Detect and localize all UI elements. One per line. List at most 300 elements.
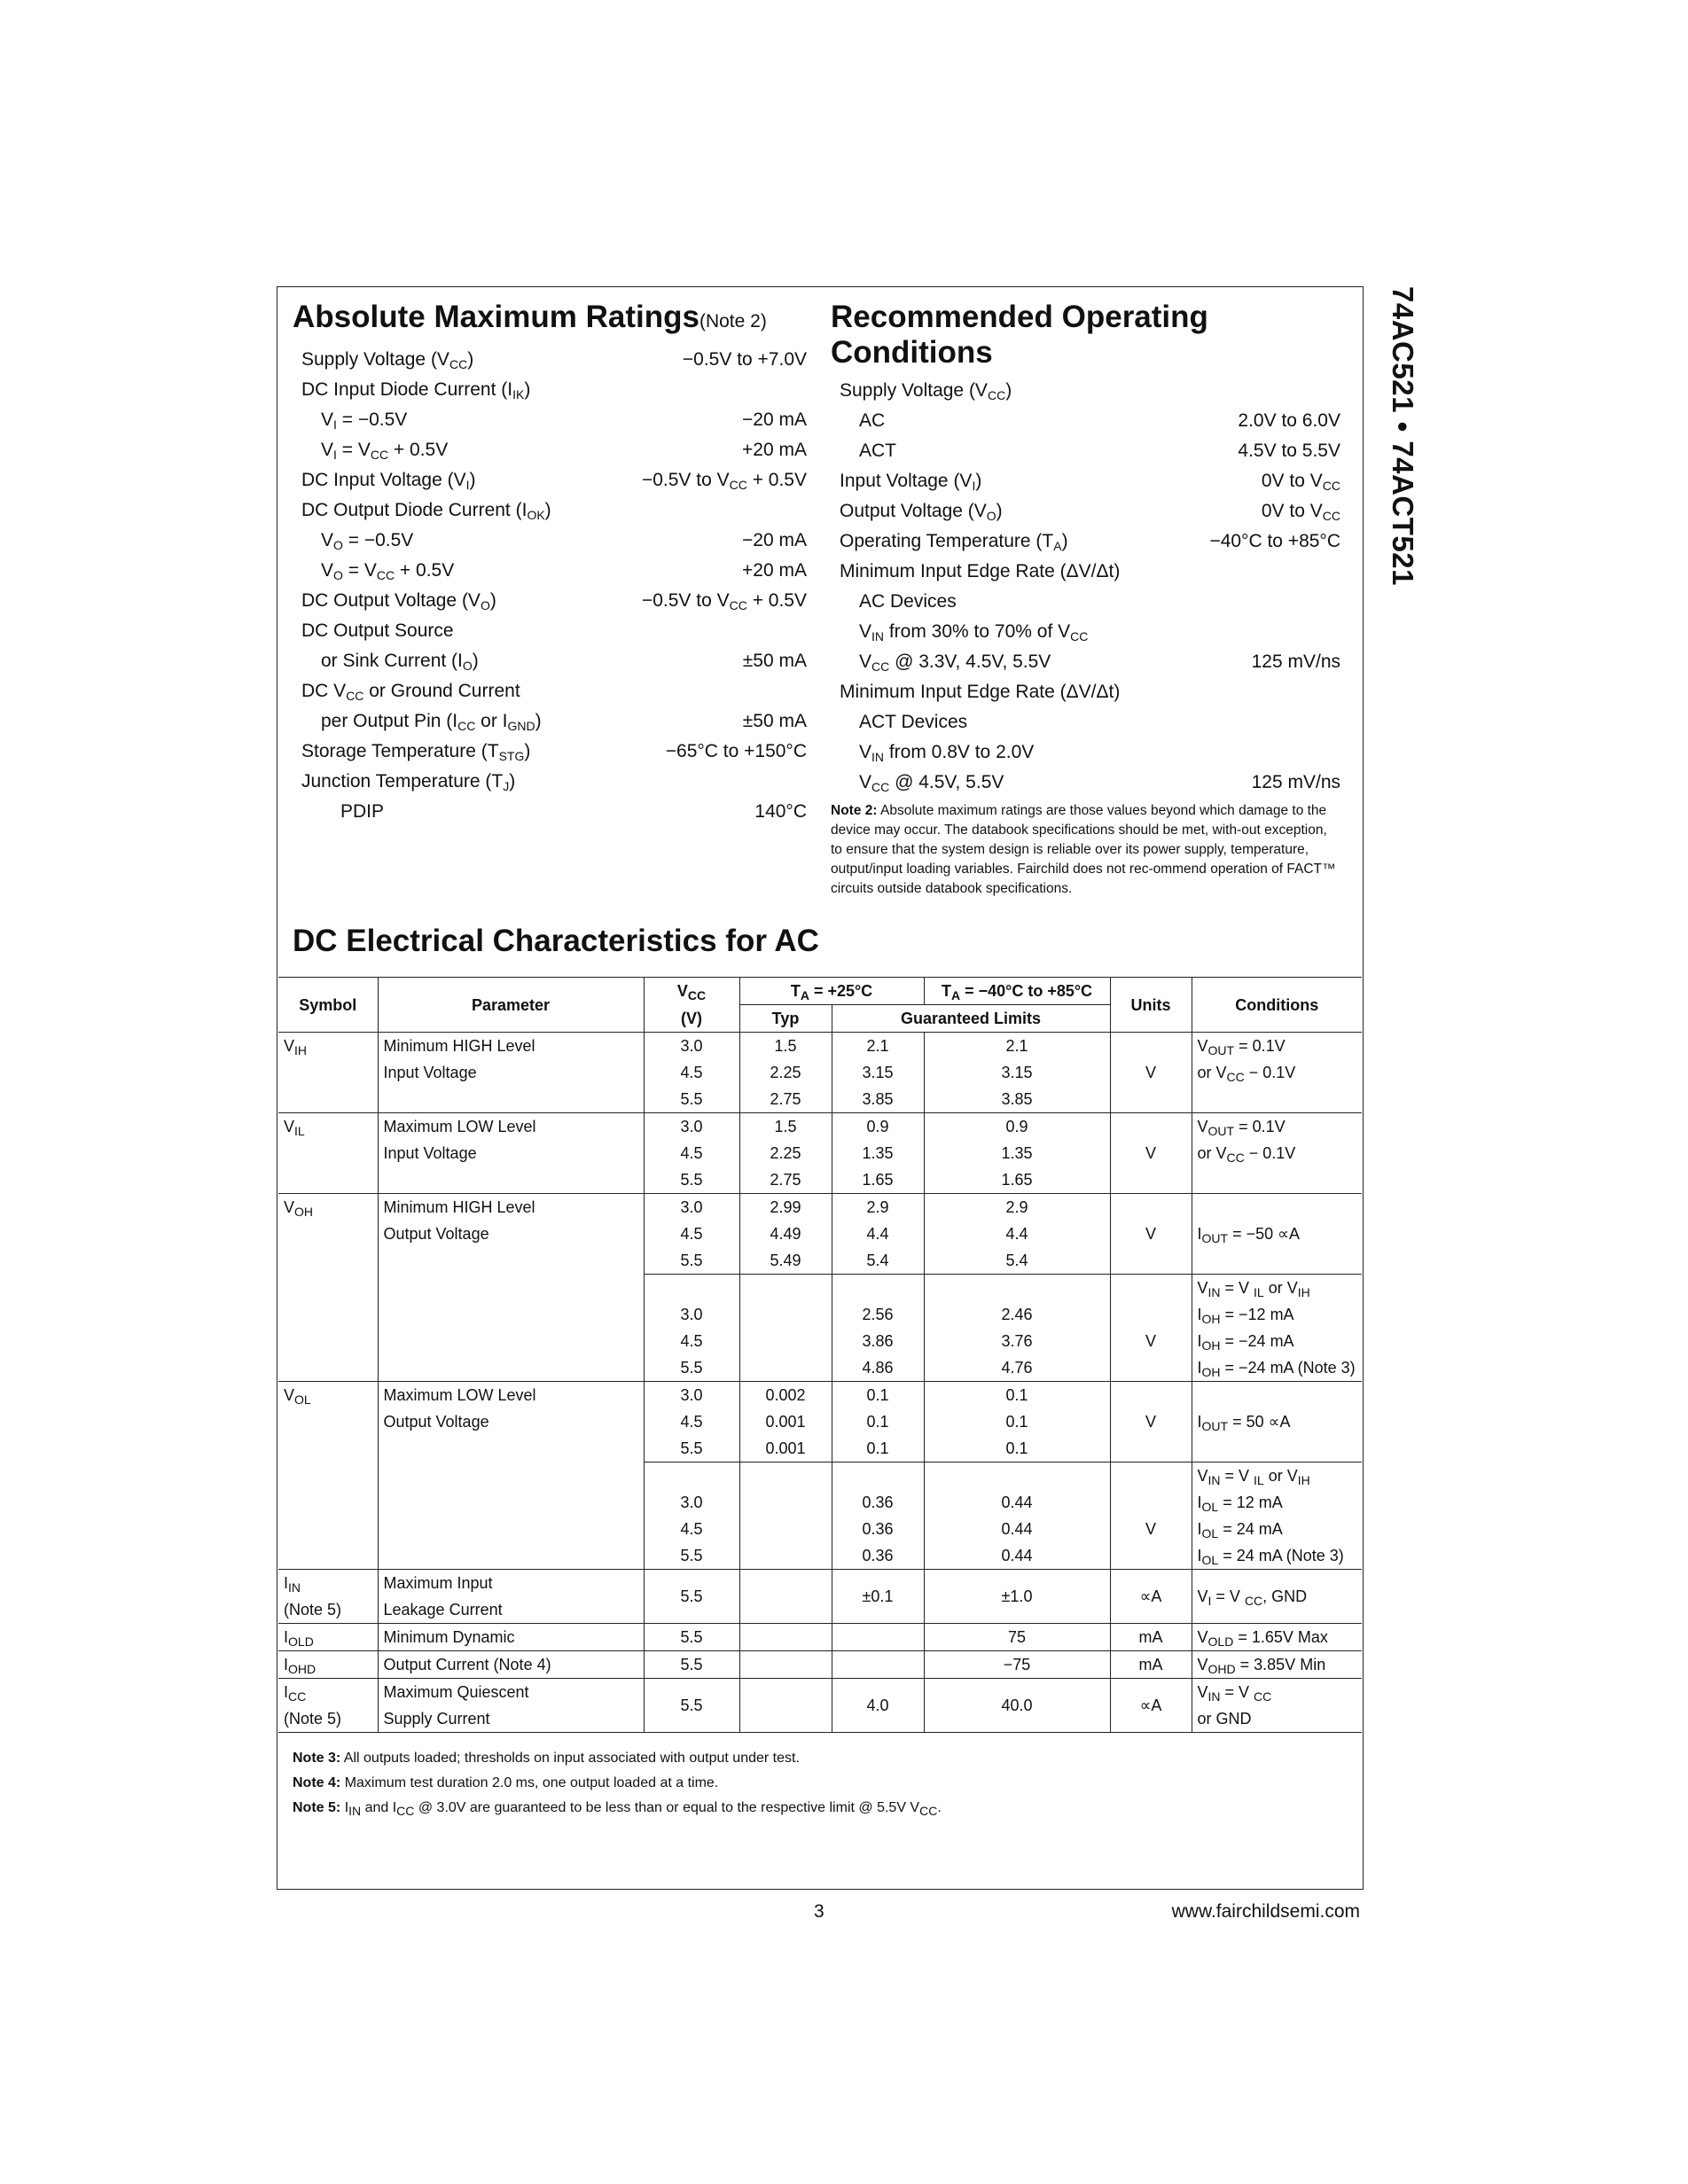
table-row bbox=[278, 1462, 1362, 1490]
cell-units bbox=[1110, 1489, 1192, 1516]
cell-vcc: 4.5 bbox=[644, 1140, 739, 1166]
table-row bbox=[278, 1033, 1362, 1060]
amr-row-label: $V_O = V_{CC} + 0.5V$ bbox=[321, 560, 455, 582]
cell-conditions: $V_{IN} = V$ $_{IL}$ or $V_{IH}$ bbox=[1192, 1462, 1362, 1490]
amr-row-label: $V_O = -0.5V$ bbox=[321, 530, 414, 552]
cell-typ: 5.49 bbox=[739, 1247, 832, 1275]
cell-limit-range: ±1.0 bbox=[924, 1570, 1110, 1624]
cell-conditions: $I_{OL} = 24$ mA bbox=[1192, 1516, 1362, 1542]
cell-conditions: $V_{OUT} = 0.1V$ bbox=[1192, 1033, 1362, 1060]
cell-parameter bbox=[378, 1301, 644, 1328]
amr-row-value: +20 mA bbox=[742, 440, 807, 460]
roc-row-value: 125 mV/ns bbox=[1251, 651, 1340, 672]
cell-limit-25c: 4.4 bbox=[832, 1221, 924, 1247]
dc-note bbox=[293, 1771, 942, 1796]
cell-limit-25c bbox=[832, 1651, 924, 1679]
cell-typ: 1.5 bbox=[739, 1113, 832, 1141]
side-part-title bbox=[1377, 286, 1419, 588]
cell-units: ∝A bbox=[1110, 1679, 1192, 1733]
amr-row bbox=[293, 345, 807, 375]
col-header-typ: Typ bbox=[739, 1005, 832, 1033]
amr-row-label: $V_I = V_{CC} + 0.5V$ bbox=[321, 440, 449, 462]
cell-symbol bbox=[278, 1059, 378, 1086]
roc-row-label: AC Devices bbox=[859, 591, 957, 612]
col-header-ta-range: $T_A = -40^\circ C$ to +85°C bbox=[924, 978, 1110, 1005]
cell-parameter bbox=[378, 1489, 644, 1516]
cell-symbol bbox=[278, 1086, 378, 1113]
amr-row-value: −20 mA bbox=[742, 410, 807, 430]
cell-symbol bbox=[278, 1408, 378, 1435]
roc-row-value: 0V to $V_{CC}$ bbox=[1261, 471, 1340, 493]
cell-limit-range: 75 bbox=[924, 1624, 1110, 1651]
amr-row-label: per Output Pin ($I_{CC}$ or $I_{GND}$) bbox=[321, 711, 542, 733]
dc-note bbox=[293, 1746, 942, 1771]
cell-conditions: $V_{OUT} = 0.1V$ bbox=[1192, 1113, 1362, 1141]
amr-row-label: DC Output Source bbox=[301, 620, 454, 641]
cell-typ bbox=[739, 1516, 832, 1542]
amr-row bbox=[293, 465, 807, 495]
roc-row-label: $V_{IN}$ from 30% to 70% of $V_{CC}$ bbox=[859, 621, 1089, 644]
cell-parameter: Minimum HIGH Level bbox=[378, 1194, 644, 1221]
dc-characteristics-table bbox=[278, 977, 1362, 1733]
amr-row bbox=[293, 556, 807, 586]
amr-rows bbox=[293, 345, 807, 827]
cell-conditions: $I_{OUT} = 50 \propto A$ bbox=[1192, 1408, 1362, 1435]
table-row bbox=[278, 1275, 1362, 1302]
note-2 bbox=[831, 801, 1340, 899]
cell-limit-25c: 1.65 bbox=[832, 1166, 924, 1194]
amr-row bbox=[293, 405, 807, 435]
cell-typ bbox=[739, 1651, 832, 1679]
cell-parameter: Maximum Input Leakage Current bbox=[378, 1570, 644, 1624]
cell-typ bbox=[739, 1624, 832, 1651]
cell-limit-range: 4.76 bbox=[924, 1354, 1110, 1382]
cell-symbol bbox=[278, 1247, 378, 1275]
cell-symbol: $I_{OHD}$ bbox=[278, 1651, 378, 1679]
roc-row bbox=[831, 707, 1340, 737]
amr-title bbox=[293, 300, 807, 339]
table-row bbox=[278, 1382, 1362, 1409]
roc-row bbox=[831, 496, 1340, 526]
cell-limit-range: 0.1 bbox=[924, 1382, 1110, 1409]
table-row bbox=[278, 1166, 1362, 1194]
cell-limit-range: 40.0 bbox=[924, 1679, 1110, 1733]
cell-units bbox=[1110, 1435, 1192, 1462]
amr-row-label: Junction Temperature $(T_J)$ bbox=[301, 771, 516, 793]
roc-row-value: 4.5V to 5.5V bbox=[1238, 441, 1340, 461]
note-2-text: Absolute maximum ratings are those values beyond which damage to the device may occur. The databook specifications should be met, with-out exception, to ensure that the system design is reliable over its power supply, temperature, output/input loading variables. Fairchild does not rec-ommend operation of FACT™ circuits outside databook specifications. bbox=[831, 803, 1336, 896]
cell-vcc: 4.5 bbox=[644, 1408, 739, 1435]
roc-title-line2: Conditions bbox=[831, 335, 993, 370]
cell-conditions: $I_{OUT} = -50 \propto A$ bbox=[1192, 1221, 1362, 1247]
table-row bbox=[278, 1489, 1362, 1516]
amr-row bbox=[293, 737, 807, 767]
cell-limit-range: 1.65 bbox=[924, 1166, 1110, 1194]
roc-row-value: 125 mV/ns bbox=[1251, 772, 1340, 792]
cell-conditions: $V_{OHD} = 3.85V$ Min bbox=[1192, 1651, 1362, 1679]
amr-row-value: −0.5V to $V_{CC} + 0.5V$ bbox=[641, 470, 807, 492]
cell-limit-25c: 0.1 bbox=[832, 1435, 924, 1462]
cell-limit-25c: 0.36 bbox=[832, 1542, 924, 1570]
roc-row-label: Minimum Input Edge Rate (ΔV/Δt) bbox=[840, 682, 1121, 702]
amr-row-label: DC $V_{CC}$ or Ground Current bbox=[301, 681, 520, 703]
roc-row-label: $V_{CC}$ @ 4.5V, 5.5V bbox=[859, 772, 1004, 794]
cell-vcc: 3.0 bbox=[644, 1113, 739, 1141]
cell-limit-25c bbox=[832, 1275, 924, 1302]
roc-row bbox=[831, 436, 1340, 466]
cell-units: V bbox=[1110, 1408, 1192, 1435]
cell-conditions bbox=[1192, 1166, 1362, 1194]
roc-row-value: −40°C to +85°C bbox=[1209, 531, 1340, 551]
cell-units bbox=[1110, 1247, 1192, 1275]
cell-units bbox=[1110, 1033, 1192, 1060]
cell-vcc: 5.5 bbox=[644, 1354, 739, 1382]
cell-typ bbox=[739, 1328, 832, 1354]
table-row bbox=[278, 1113, 1362, 1141]
amr-row bbox=[293, 797, 807, 827]
cell-typ bbox=[739, 1301, 832, 1328]
cell-vcc: 3.0 bbox=[644, 1382, 739, 1409]
amr-row bbox=[293, 767, 807, 797]
cell-limit-25c: 4.0 bbox=[832, 1679, 924, 1733]
cell-symbol bbox=[278, 1328, 378, 1354]
cell-symbol: $V_{IH}$ bbox=[278, 1033, 378, 1060]
roc-row bbox=[831, 647, 1340, 677]
cell-limit-range bbox=[924, 1462, 1110, 1490]
roc-row bbox=[831, 677, 1340, 707]
cell-typ: 0.001 bbox=[739, 1408, 832, 1435]
amr-row bbox=[293, 435, 807, 465]
cell-limit-range: 5.4 bbox=[924, 1247, 1110, 1275]
cell-units bbox=[1110, 1275, 1192, 1302]
cell-conditions: or $V_{CC} - 0.1V$ bbox=[1192, 1140, 1362, 1166]
cell-vcc: 3.0 bbox=[644, 1301, 739, 1328]
cell-typ bbox=[739, 1462, 832, 1490]
table-row bbox=[278, 1247, 1362, 1275]
cell-limit-25c: 4.86 bbox=[832, 1354, 924, 1382]
table-row bbox=[278, 1354, 1362, 1382]
table-row bbox=[278, 1086, 1362, 1113]
roc-title-line1: Recommended Operating bbox=[831, 300, 1208, 334]
cell-conditions: $I_{OH} = -12$ mA bbox=[1192, 1301, 1362, 1328]
roc-row bbox=[831, 768, 1340, 798]
cell-parameter bbox=[378, 1086, 644, 1113]
cell-limit-range: 2.46 bbox=[924, 1301, 1110, 1328]
cell-vcc: 3.0 bbox=[644, 1194, 739, 1221]
dc-note-text: $I_{IN}$ and $I_{CC}$ @ 3.0V are guaranteed to be less than or equal to the respective limit @ 5.5V $V_{CC}$. bbox=[344, 1800, 942, 1818]
roc-rows bbox=[831, 376, 1340, 798]
cell-symbol: $I_{CC}$ (Note 5) bbox=[278, 1679, 378, 1733]
cell-limit-25c bbox=[832, 1624, 924, 1651]
cell-symbol bbox=[278, 1166, 378, 1194]
cell-symbol bbox=[278, 1435, 378, 1462]
roc-title bbox=[831, 300, 1340, 370]
cell-units: V bbox=[1110, 1059, 1192, 1086]
cell-units bbox=[1110, 1462, 1192, 1490]
cell-limit-25c: 0.9 bbox=[832, 1113, 924, 1141]
dc-note-label: Note 3: bbox=[293, 1751, 341, 1766]
roc-row-label: Supply Voltage $(V_{CC})$ bbox=[840, 380, 1012, 402]
cell-limit-25c: 0.1 bbox=[832, 1408, 924, 1435]
roc-row-label: Output Voltage $(V_O)$ bbox=[840, 501, 1003, 523]
table-row bbox=[278, 1194, 1362, 1221]
amr-row-label: or Sink Current $(I_O)$ bbox=[321, 651, 479, 673]
dc-note-label: Note 4: bbox=[293, 1775, 341, 1790]
roc-row-label: Input Voltage $(V_I)$ bbox=[840, 471, 982, 493]
cell-symbol bbox=[278, 1301, 378, 1328]
cell-parameter: Maximum LOW Level bbox=[378, 1382, 644, 1409]
amr-row-label: PDIP bbox=[340, 801, 385, 822]
cell-limit-range: 3.15 bbox=[924, 1059, 1110, 1086]
roc-row bbox=[831, 557, 1340, 587]
cell-symbol bbox=[278, 1516, 378, 1542]
cell-vcc: 5.5 bbox=[644, 1624, 739, 1651]
amr-title-text: Absolute Maximum Ratings bbox=[293, 300, 699, 334]
cell-typ: 0.001 bbox=[739, 1435, 832, 1462]
amr-row bbox=[293, 586, 807, 616]
cell-limit-range: 0.44 bbox=[924, 1489, 1110, 1516]
col-header-symbol: Symbol bbox=[278, 978, 378, 1033]
cell-vcc: 5.5 bbox=[644, 1570, 739, 1624]
cell-symbol bbox=[278, 1275, 378, 1302]
cell-limit-25c: 1.35 bbox=[832, 1140, 924, 1166]
cell-typ: 2.99 bbox=[739, 1194, 832, 1221]
cell-units bbox=[1110, 1542, 1192, 1570]
amr-row-value: ±50 mA bbox=[742, 651, 807, 671]
cell-limit-25c: ±0.1 bbox=[832, 1570, 924, 1624]
cell-limit-25c: 3.85 bbox=[832, 1086, 924, 1113]
absolute-max-ratings-section bbox=[293, 300, 807, 827]
cell-parameter bbox=[378, 1166, 644, 1194]
cell-units bbox=[1110, 1086, 1192, 1113]
cell-symbol bbox=[278, 1140, 378, 1166]
cell-units bbox=[1110, 1194, 1192, 1221]
cell-parameter: Maximum Quiescent Supply Current bbox=[378, 1679, 644, 1733]
roc-row bbox=[831, 406, 1340, 436]
cell-symbol: $V_{OH}$ bbox=[278, 1194, 378, 1221]
cell-vcc: 5.5 bbox=[644, 1679, 739, 1733]
cell-parameter bbox=[378, 1462, 644, 1490]
cell-conditions bbox=[1192, 1247, 1362, 1275]
amr-row bbox=[293, 706, 807, 737]
amr-row-label: Storage Temperature $(T_{STG})$ bbox=[301, 741, 531, 763]
amr-row bbox=[293, 646, 807, 676]
cell-symbol: $V_{IL}$ bbox=[278, 1113, 378, 1141]
amr-row bbox=[293, 676, 807, 706]
table-row bbox=[278, 1570, 1362, 1624]
amr-note-ref: (Note 2) bbox=[699, 311, 767, 332]
roc-row bbox=[831, 737, 1340, 768]
amr-row bbox=[293, 375, 807, 405]
side-part-title-text: 74AC521 • 74ACT521 bbox=[1387, 286, 1419, 586]
cell-limit-25c: 0.1 bbox=[832, 1382, 924, 1409]
cell-units bbox=[1110, 1166, 1192, 1194]
cell-conditions bbox=[1192, 1194, 1362, 1221]
cell-units: mA bbox=[1110, 1624, 1192, 1651]
cell-conditions bbox=[1192, 1435, 1362, 1462]
cell-typ bbox=[739, 1489, 832, 1516]
amr-row-label: Supply Voltage $(V_{CC})$ bbox=[301, 349, 474, 371]
note-2-label: Note 2: bbox=[831, 803, 878, 818]
cell-limit-range: 0.1 bbox=[924, 1408, 1110, 1435]
col-header-vcc: $V_{CC}$ bbox=[644, 978, 739, 1005]
cell-limit-range: 0.44 bbox=[924, 1516, 1110, 1542]
cell-typ bbox=[739, 1275, 832, 1302]
cell-symbol bbox=[278, 1354, 378, 1382]
cell-vcc: 5.5 bbox=[644, 1166, 739, 1194]
cell-vcc: 4.5 bbox=[644, 1059, 739, 1086]
cell-limit-range: 0.1 bbox=[924, 1435, 1110, 1462]
cell-symbol: $I_{IN}$ (Note 5) bbox=[278, 1570, 378, 1624]
cell-units: ∝A bbox=[1110, 1570, 1192, 1624]
roc-row bbox=[831, 587, 1340, 617]
cell-limit-25c bbox=[832, 1462, 924, 1490]
cell-limit-25c: 3.86 bbox=[832, 1328, 924, 1354]
cell-symbol bbox=[278, 1542, 378, 1570]
cell-conditions: $I_{OL} = 12$ mA bbox=[1192, 1489, 1362, 1516]
cell-typ: 2.25 bbox=[739, 1059, 832, 1086]
cell-parameter bbox=[378, 1247, 644, 1275]
cell-limit-25c: 5.4 bbox=[832, 1247, 924, 1275]
col-header-conditions: Conditions bbox=[1192, 978, 1362, 1033]
cell-limit-range: 2.9 bbox=[924, 1194, 1110, 1221]
table-row bbox=[278, 1435, 1362, 1462]
cell-limit-25c: 0.36 bbox=[832, 1516, 924, 1542]
cell-limit-range: 1.35 bbox=[924, 1140, 1110, 1166]
cell-limit-range: 3.76 bbox=[924, 1328, 1110, 1354]
amr-row-value: ±50 mA bbox=[742, 711, 807, 731]
roc-row-label: Operating Temperature $(T_A)$ bbox=[840, 531, 1068, 553]
amr-row-label: DC Input Voltage $(V_I)$ bbox=[301, 470, 476, 492]
amr-row-value: +20 mA bbox=[742, 560, 807, 581]
cell-limit-range: 0.9 bbox=[924, 1113, 1110, 1141]
table-row bbox=[278, 1301, 1362, 1328]
roc-row-label: Minimum Input Edge Rate (ΔV/Δt) bbox=[840, 561, 1121, 581]
amr-row bbox=[293, 616, 807, 646]
cell-parameter bbox=[378, 1328, 644, 1354]
dc-note-text: Maximum test duration 2.0 ms, one output loaded at a time. bbox=[344, 1775, 719, 1790]
cell-vcc: 3.0 bbox=[644, 1033, 739, 1060]
cell-typ: 2.75 bbox=[739, 1166, 832, 1194]
roc-row-label: ACT bbox=[859, 441, 896, 461]
cell-conditions bbox=[1192, 1382, 1362, 1409]
cell-units bbox=[1110, 1113, 1192, 1141]
col-header-vcc-unit: (V) bbox=[644, 1005, 739, 1033]
dc-characteristics-title: DC Electrical Characteristics for AC bbox=[293, 924, 819, 958]
footer-url[interactable]: www.fairchildsemi.com bbox=[1171, 1901, 1360, 1922]
cell-typ bbox=[739, 1542, 832, 1570]
cell-units: V bbox=[1110, 1221, 1192, 1247]
cell-parameter bbox=[378, 1354, 644, 1382]
roc-row bbox=[831, 617, 1340, 647]
cell-units bbox=[1110, 1382, 1192, 1409]
cell-vcc: 5.5 bbox=[644, 1435, 739, 1462]
cell-conditions: or $V_{CC} - 0.1V$ bbox=[1192, 1059, 1362, 1086]
cell-typ: 2.75 bbox=[739, 1086, 832, 1113]
cell-parameter: Input Voltage bbox=[378, 1059, 644, 1086]
cell-vcc: 5.5 bbox=[644, 1086, 739, 1113]
cell-symbol bbox=[278, 1489, 378, 1516]
amr-row-value: −0.5V to $V_{CC} + 0.5V$ bbox=[641, 590, 807, 612]
cell-limit-25c: 2.56 bbox=[832, 1301, 924, 1328]
cell-limit-range: 4.4 bbox=[924, 1221, 1110, 1247]
cell-vcc: 5.5 bbox=[644, 1247, 739, 1275]
cell-units: mA bbox=[1110, 1651, 1192, 1679]
amr-row-value: −65°C to +150°C bbox=[665, 741, 807, 761]
amr-row-label: DC Input Diode Current $(I_{IK})$ bbox=[301, 379, 531, 402]
cell-vcc: 4.5 bbox=[644, 1516, 739, 1542]
cell-parameter: Minimum HIGH Level bbox=[378, 1033, 644, 1060]
table-row bbox=[278, 1542, 1362, 1570]
page-number: 3 bbox=[814, 1901, 824, 1922]
col-header-guaranteed-limits: Guaranteed Limits bbox=[832, 1005, 1110, 1033]
cell-conditions: $I_{OL} = 24$ mA (Note 3) bbox=[1192, 1542, 1362, 1570]
cell-parameter bbox=[378, 1516, 644, 1542]
roc-row-label: AC bbox=[859, 410, 886, 431]
table-row bbox=[278, 1651, 1362, 1679]
cell-units: V bbox=[1110, 1328, 1192, 1354]
cell-units bbox=[1110, 1354, 1192, 1382]
cell-symbol: $I_{OLD}$ bbox=[278, 1624, 378, 1651]
table-row bbox=[278, 1328, 1362, 1354]
table-row bbox=[278, 1059, 1362, 1086]
cell-limit-25c: 3.15 bbox=[832, 1059, 924, 1086]
dc-note-text: All outputs loaded; thresholds on input associated with output under test. bbox=[343, 1751, 800, 1766]
cell-symbol bbox=[278, 1221, 378, 1247]
cell-vcc: 4.5 bbox=[644, 1328, 739, 1354]
cell-limit-25c: 0.36 bbox=[832, 1489, 924, 1516]
cell-parameter: Input Voltage bbox=[378, 1140, 644, 1166]
amr-row-value: −20 mA bbox=[742, 530, 807, 550]
cell-typ: 4.49 bbox=[739, 1221, 832, 1247]
amr-row bbox=[293, 526, 807, 556]
cell-parameter: Maximum LOW Level bbox=[378, 1113, 644, 1141]
amr-row-label: DC Output Voltage $(V_O)$ bbox=[301, 590, 496, 612]
amr-row-value: 140°C bbox=[754, 801, 807, 822]
cell-units: V bbox=[1110, 1516, 1192, 1542]
cell-limit-range: 0.44 bbox=[924, 1542, 1110, 1570]
cell-vcc: 3.0 bbox=[644, 1489, 739, 1516]
cell-conditions bbox=[1192, 1086, 1362, 1113]
cell-limit-range: 2.1 bbox=[924, 1033, 1110, 1060]
cell-limit-range: −75 bbox=[924, 1651, 1110, 1679]
cell-parameter: Output Voltage bbox=[378, 1408, 644, 1435]
col-header-units: Units bbox=[1110, 978, 1192, 1033]
cell-typ bbox=[739, 1354, 832, 1382]
dc-note bbox=[293, 1796, 942, 1821]
cell-vcc: 5.5 bbox=[644, 1542, 739, 1570]
cell-conditions: $I_{OH} = -24$ mA bbox=[1192, 1328, 1362, 1354]
cell-vcc bbox=[644, 1275, 739, 1302]
amr-row-label: $V_I = -0.5V$ bbox=[321, 410, 408, 432]
cell-vcc bbox=[644, 1462, 739, 1490]
roc-row-value: 0V to $V_{CC}$ bbox=[1261, 501, 1340, 523]
cell-conditions: $V_I = V$ $_{CC}$, GND bbox=[1192, 1570, 1362, 1624]
cell-symbol bbox=[278, 1462, 378, 1490]
cell-symbol: $V_{OL}$ bbox=[278, 1382, 378, 1409]
cell-typ bbox=[739, 1570, 832, 1624]
amr-row-value: −0.5V to +7.0V bbox=[682, 349, 807, 370]
cell-units bbox=[1110, 1301, 1192, 1328]
cell-limit-25c: 2.1 bbox=[832, 1033, 924, 1060]
cell-limit-25c: 2.9 bbox=[832, 1194, 924, 1221]
dc-notes bbox=[293, 1746, 942, 1821]
roc-row bbox=[831, 466, 1340, 496]
cell-typ: 0.002 bbox=[739, 1382, 832, 1409]
amr-row bbox=[293, 495, 807, 526]
cell-vcc: 4.5 bbox=[644, 1221, 739, 1247]
roc-row bbox=[831, 526, 1340, 557]
